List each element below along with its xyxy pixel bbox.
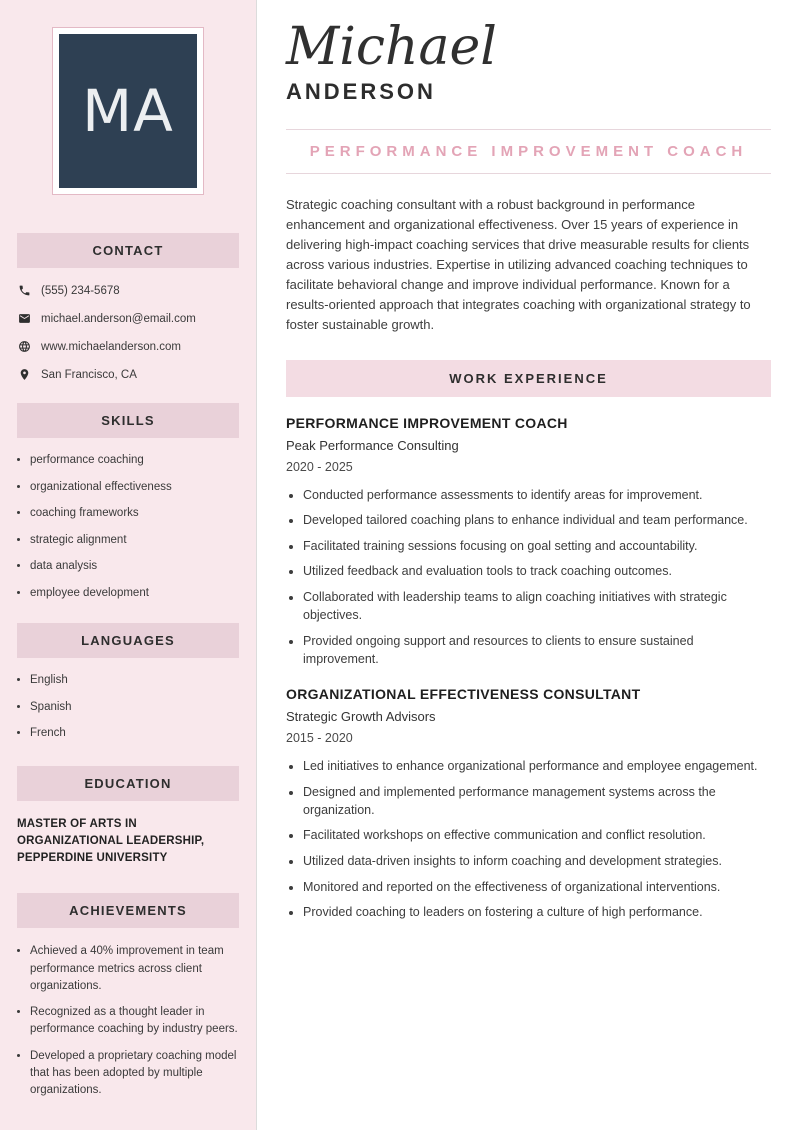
job-bullet: • Designed and implemented performance management systems across the organization. [303, 783, 771, 819]
skill-item: • organizational effectiveness [30, 480, 242, 496]
skill-item: • coaching frameworks [30, 506, 242, 522]
job-bullet: • Utilized feedback and evaluation tools to track coaching outcomes. [303, 562, 771, 580]
skill-item: • strategic alignment [30, 533, 242, 549]
skills-section [0, 403, 256, 601]
job-dates: 2015 - 2020 [286, 731, 353, 746]
job-bullet-list [286, 757, 771, 921]
job-bullet-list [286, 486, 771, 669]
skill-item: • performance coaching [30, 453, 242, 469]
job-title: ORGANIZATIONAL EFFECTIVENESS CONSULTANT [286, 686, 641, 703]
job-bullet: • Facilitated training sessions focusing on goal setting and accountability. [303, 537, 771, 555]
language-item: • French [30, 726, 242, 742]
education-section-title: EDUCATION [17, 766, 239, 801]
job-company: Peak Performance Consulting [286, 437, 459, 453]
skill-item: • data analysis [30, 559, 242, 575]
contact-location-text: San Francisco, CA [41, 368, 137, 381]
contact-email-text: michael.anderson@email.com [41, 312, 196, 325]
job-bullet: • Utilized data-driven insights to inform coaching and development strategies. [303, 852, 771, 870]
contact-phone-text: (555) 234-5678 [41, 284, 120, 297]
achievement-item: • Developed a proprietary coaching model that has been adopted by multiple organizations. [30, 1048, 242, 1100]
job-bullet: • Developed tailored coaching plans to enhance individual and team performance. [303, 511, 771, 529]
job-bullet: • Monitored and reported on the effectiveness of organizational interventions. [303, 878, 771, 896]
avatar [52, 27, 204, 195]
contact-phone [18, 284, 242, 297]
email-icon [18, 312, 31, 325]
contact-email[interactable] [18, 312, 242, 325]
main-content [257, 0, 800, 1130]
contact-website-text: www.michaelanderson.com [41, 340, 181, 353]
skills-list [18, 453, 242, 601]
job-entry [286, 415, 771, 669]
education-section [0, 766, 256, 868]
job-bullet: • Provided ongoing support and resources to clients to ensure sustained improvement. [303, 632, 771, 668]
achievement-item: • Recognized as a thought leader in performance coaching by industry peers. [30, 1004, 242, 1039]
sidebar [0, 0, 257, 1130]
education-degree: MASTER OF ARTS IN ORGANIZATIONAL LEADERSHIP, PEPPERDINE UNIVERSITY [17, 817, 205, 865]
achievements-list [18, 943, 242, 1099]
languages-list [18, 673, 242, 742]
contact-website[interactable] [18, 340, 242, 353]
divider [286, 129, 771, 130]
achievements-section-title: ACHIEVEMENTS [17, 893, 239, 928]
contact-location [18, 368, 242, 381]
job-bullet: • Provided coaching to leaders on fostering a culture of high performance. [303, 903, 771, 921]
languages-section-title: LANGUAGES [17, 623, 239, 658]
last-name: ANDERSON [286, 78, 436, 104]
name-header [286, 17, 771, 105]
language-item: • Spanish [30, 700, 242, 716]
job-bullet: • Led initiatives to enhance organizational performance and employee engagement. [303, 757, 771, 775]
job-title: PERFORMANCE IMPROVEMENT COACH [286, 414, 568, 431]
skills-section-title: SKILLS [17, 403, 239, 438]
professional-summary: Strategic coaching consultant with a robust background in performance enhancement and organizational effectiveness. Over 15 years of experience in delivering high-impact coaching services that drive measurable results for clients across various industries. Expertise in utilizing advanced coaching techniques to facilitate behavioral change and improve individual performance. Known for a results-oriented approach that integrates coaching with organizational strategy to foster sustainable growth. [286, 196, 751, 333]
job-dates: 2020 - 2025 [286, 459, 353, 474]
skill-item: • employee development [30, 586, 242, 602]
contact-list [18, 284, 242, 381]
contact-section [0, 233, 256, 381]
contact-section-title: CONTACT [17, 233, 239, 268]
achievement-item: • Achieved a 40% improvement in team performance metrics across client organizations. [30, 943, 242, 995]
job-company: Strategic Growth Advisors [286, 709, 436, 725]
globe-icon [18, 340, 31, 353]
job-bullet: • Facilitated workshops on effective communication and conflict resolution. [303, 826, 771, 844]
avatar-initials: MA [59, 34, 197, 188]
job-entry [286, 686, 771, 921]
job-bullet: • Conducted performance assessments to identify areas for improvement. [303, 486, 771, 504]
resume-job-title: PERFORMANCE IMPROVEMENT COACH [309, 142, 748, 160]
achievements-section [0, 893, 256, 1099]
job-bullet: • Collaborated with leadership teams to align coaching initiatives with strategic objectives. [303, 588, 771, 624]
divider [286, 173, 771, 174]
languages-section [0, 623, 256, 742]
first-name: Michael [286, 17, 497, 77]
language-item: • English [30, 673, 242, 689]
work-experience-header: WORK EXPERIENCE [286, 360, 771, 397]
location-icon [18, 368, 31, 381]
phone-icon [18, 284, 31, 297]
